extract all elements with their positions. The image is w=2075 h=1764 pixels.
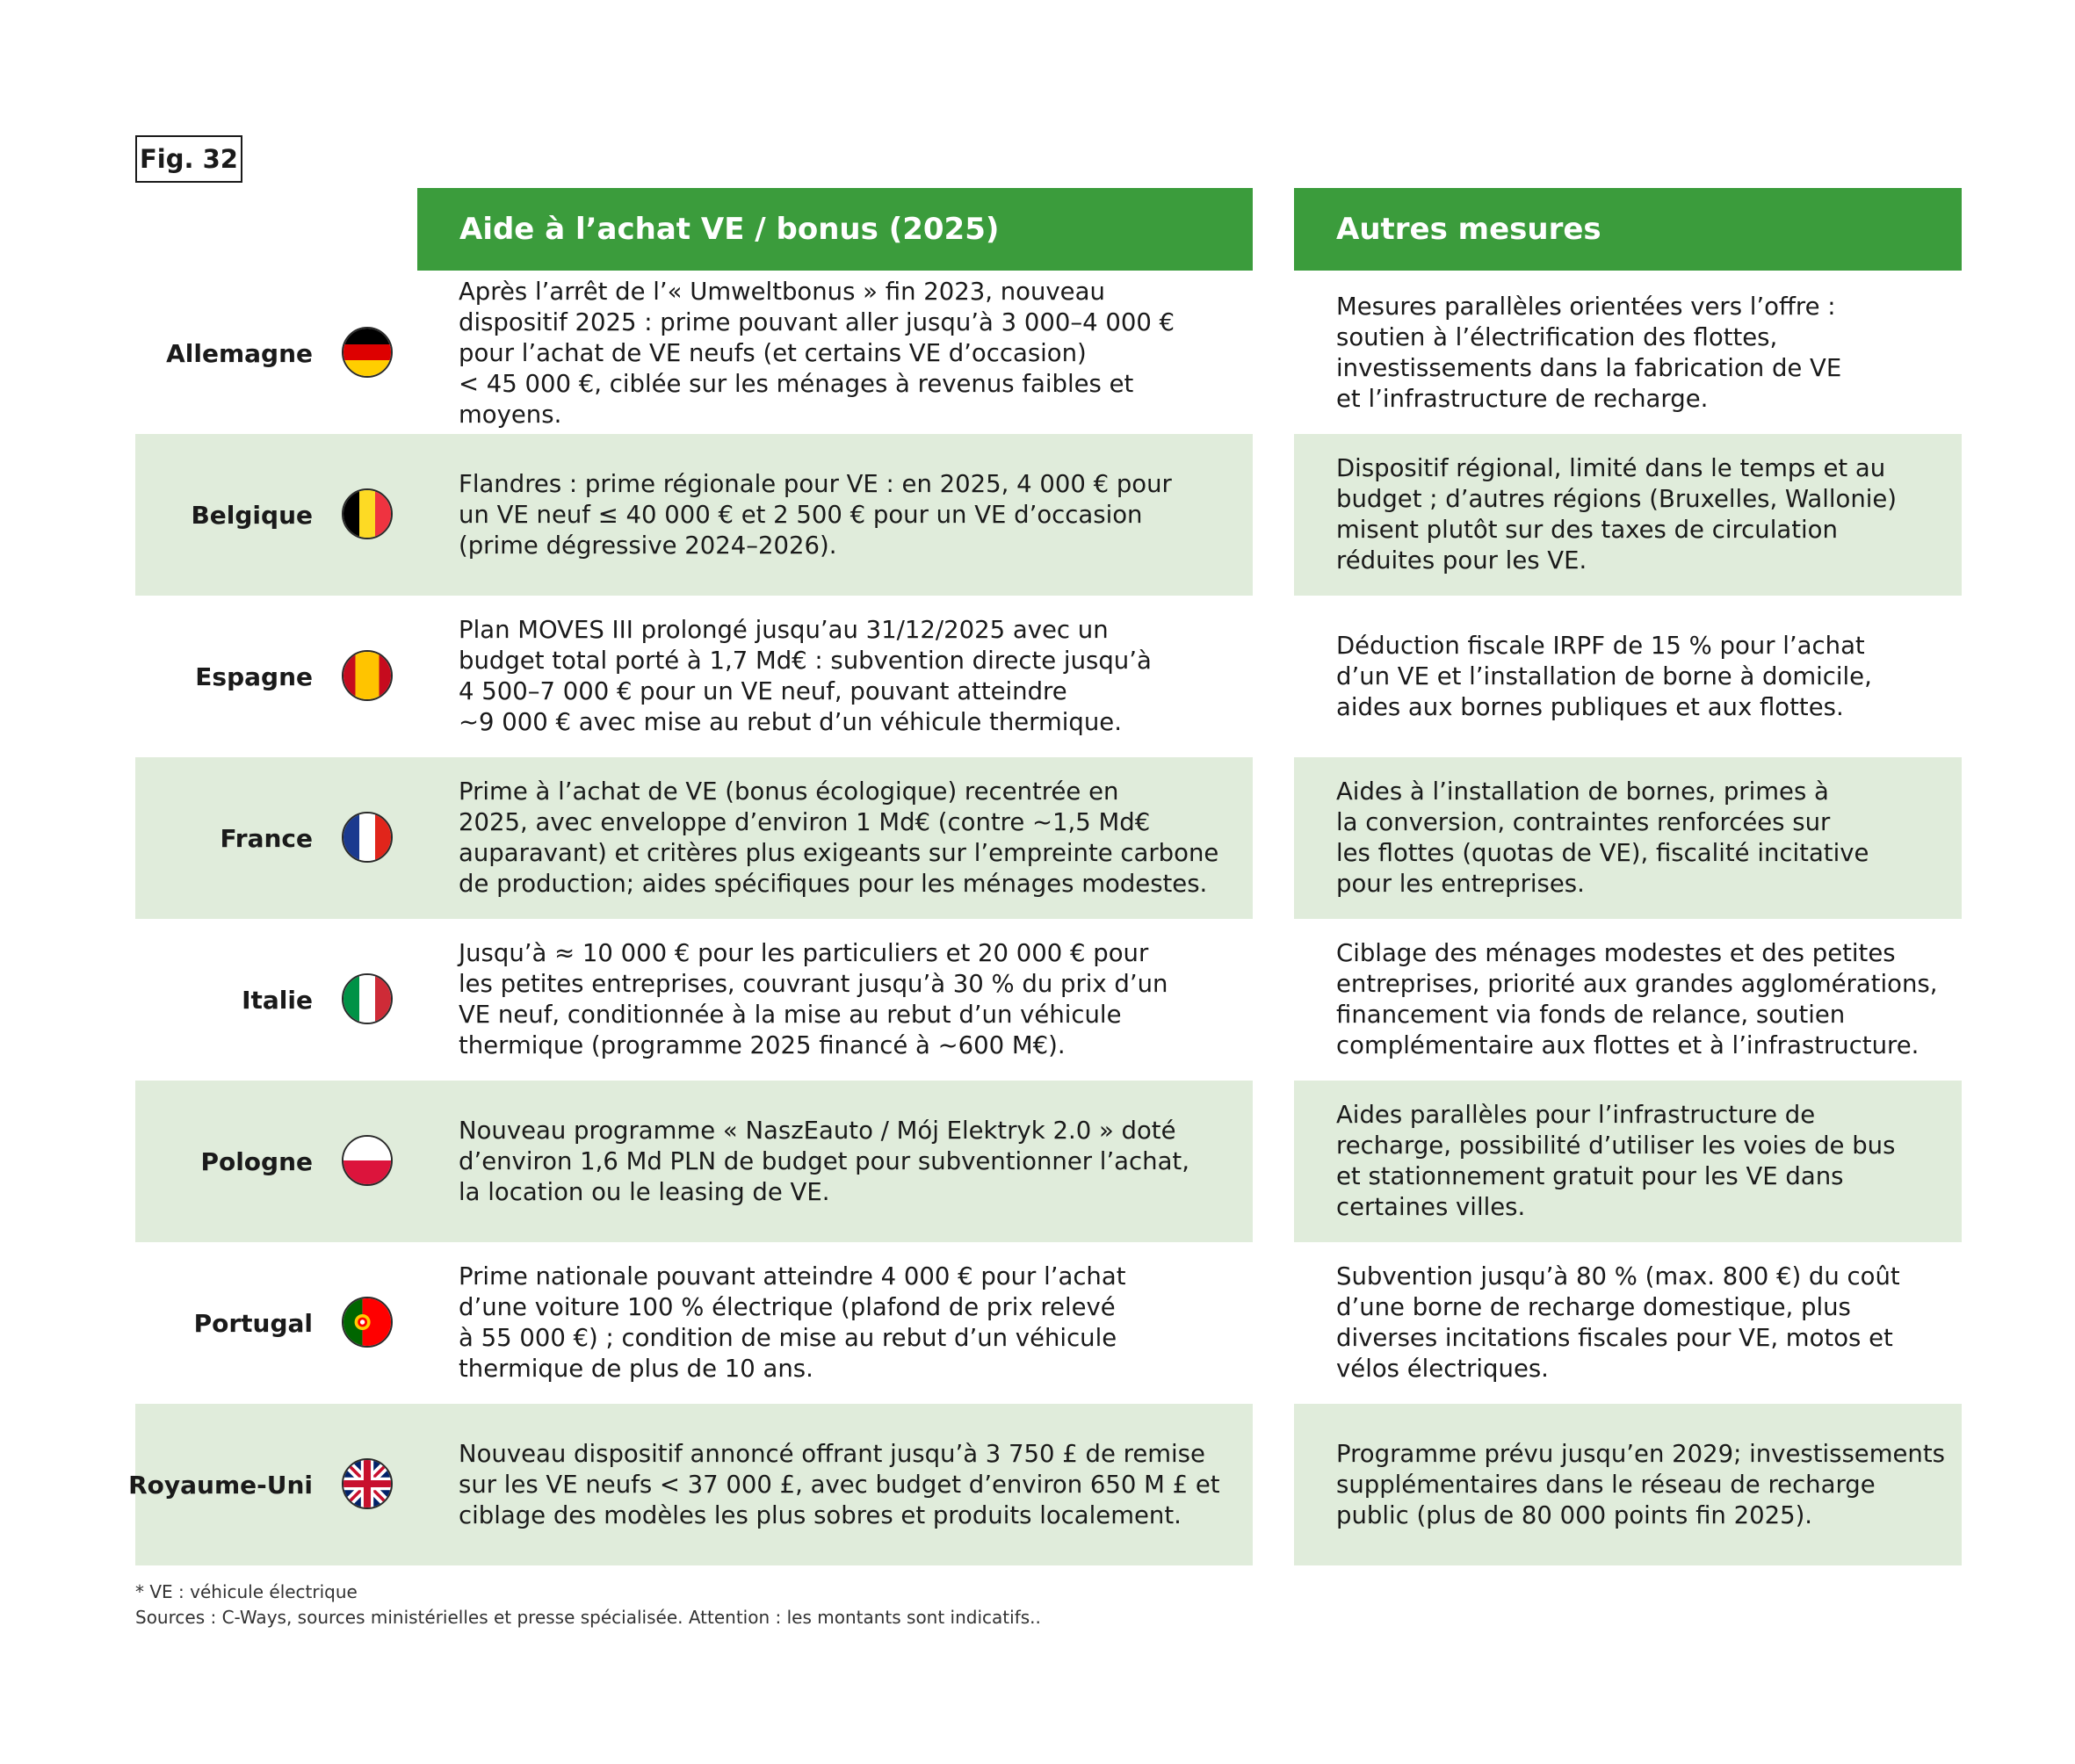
country-name: Portugal: [193, 1308, 313, 1338]
other-measures-cell: Programme prévu jusqu’en 2029; investissements supplémentaires dans le réseau de recharge public (plus de 80 000 points fin 2025).: [1336, 1439, 1945, 1529]
purchase-aid-cell: Nouveau dispositif annoncé offrant jusqu’à 3 750 £ de remise sur les VE neufs < 37 000 £, avec budget d’environ 650 M £ et ciblage des modèles les plus sobres et produits localement.: [459, 1439, 1220, 1529]
purchase-aid-cell: Après l’arrêt de l’« Umweltbonus » fin 2023, nouveau dispositif 2025 : prime pouvant aller jusqu’à 3 000–4 000 € pour l’achat de VE neufs (et certains VE d’occasion) < 45 000 €, ciblée sur les ménages à revenus faibles et moyens.: [459, 277, 1175, 429]
purchase-aid-cell: Nouveau programme « NaszEauto / Mój Elektryk 2.0 » doté d’environ 1,6 Md PLN de budget pour subventionner l’achat, la location ou le leasing de VE.: [459, 1116, 1189, 1206]
france-flag-icon: [342, 812, 393, 863]
country-name: Espagne: [195, 662, 313, 691]
country-name: France: [220, 823, 313, 853]
other-measures-cell: Aides parallèles pour l’infrastructure de recharge, possibilité d’utiliser les voies de bus et stationnement gratuit pour les VE dans certaines villes.: [1336, 1101, 1896, 1221]
uk-flag-icon: [342, 1458, 393, 1509]
footnote-definition: * VE : véhicule électrique: [135, 1581, 358, 1602]
other-measures-cell: Aides à l’installation de bornes, primes à la conversion, contraintes renforcées sur les flottes (quotas de VE), fiscalité incitative pour les entreprises.: [1336, 777, 1869, 898]
spain-flag-icon: [342, 650, 393, 701]
other-measures-cell: Mesures parallèles orientées vers l’offre : soutien à l’électrification des flottes, investissements dans la fabrication de VE et l’infrastructure de recharge.: [1336, 293, 1842, 413]
germany-flag-icon: [342, 327, 393, 378]
country-name: Royaume-Uni: [128, 1470, 313, 1500]
header-purchase-aid: Aide à l’achat VE / bonus (2025): [417, 188, 1253, 271]
poland-flag-icon: [342, 1135, 393, 1186]
purchase-aid-cell: Prime nationale pouvant atteindre 4 000 € pour l’achat d’une voiture 100 % électrique (plafond de prix relevé à 55 000 €) ; condition de mise au rebut d’un véhicule thermique de plus de 10 ans.: [459, 1262, 1126, 1383]
portugal-flag-icon: [342, 1297, 393, 1348]
country-name: Pologne: [200, 1146, 313, 1176]
footnote-sources: Sources : C-Ways, sources ministérielles et presse spécialisée. Attention : les montants sont indicatifs..: [135, 1607, 1041, 1628]
purchase-aid-cell: Flandres : prime régionale pour VE : en 2025, 4 000 € pour un VE neuf ≤ 40 000 € et 2 500 € pour un VE d’occasion (prime dégressive 2024–2026).: [459, 469, 1172, 560]
figure-label: Fig. 32: [135, 135, 242, 183]
purchase-aid-cell: Prime à l’achat de VE (bonus écologique) recentrée en 2025, avec enveloppe d’environ 1 Md€ (contre ~1,5 Md€ auparavant) et critères plus exigeants sur l’empreinte carbone de production; aides spécifiques pour les ménages modestes.: [459, 777, 1219, 898]
country-name: Belgique: [191, 500, 313, 530]
italy-flag-icon: [342, 973, 393, 1024]
country-name: Allemagne: [166, 338, 313, 368]
other-measures-cell: Subvention jusqu’à 80 % (max. 800 €) du coût d’une borne de recharge domestique, plus diverses incitations fiscales pour VE, motos et vélos électriques.: [1336, 1262, 1900, 1383]
other-measures-cell: Dispositif régional, limité dans le temps et au budget ; d’autres régions (Bruxelles, Wallonie) misent plutôt sur des taxes de circulation réduites pour les VE.: [1336, 454, 1898, 575]
belgium-flag-icon: [342, 488, 393, 539]
purchase-aid-cell: Jusqu’à ≈ 10 000 € pour les particuliers et 20 000 € pour les petites entreprises, couvrant jusqu’à 30 % du prix d’un VE neuf, conditionnée à la mise au rebut d’un véhicule thermique (programme 2025 financé à ~600 M€).: [459, 939, 1168, 1059]
other-measures-cell: Déduction fiscale IRPF de 15 % pour l’achat d’un VE et l’installation de borne à domicile, aides aux bornes publiques et aux flottes.: [1336, 631, 1872, 721]
header-other-measures: Autres mesures: [1294, 188, 1962, 271]
purchase-aid-cell: Plan MOVES III prolongé jusqu’au 31/12/2025 avec un budget total porté à 1,7 Md€ : subvention directe jusqu’à 4 500–7 000 € pour un VE neuf, pouvant atteindre ~9 000 € avec mise au rebut d’un véhicule thermique.: [459, 616, 1152, 736]
country-name: Italie: [242, 985, 313, 1015]
other-measures-cell: Ciblage des ménages modestes et des petites entreprises, priorité aux grandes agglomérations, financement via fonds de relance, soutien complémentaire aux flottes et à l’infrastructure.: [1336, 939, 1938, 1059]
